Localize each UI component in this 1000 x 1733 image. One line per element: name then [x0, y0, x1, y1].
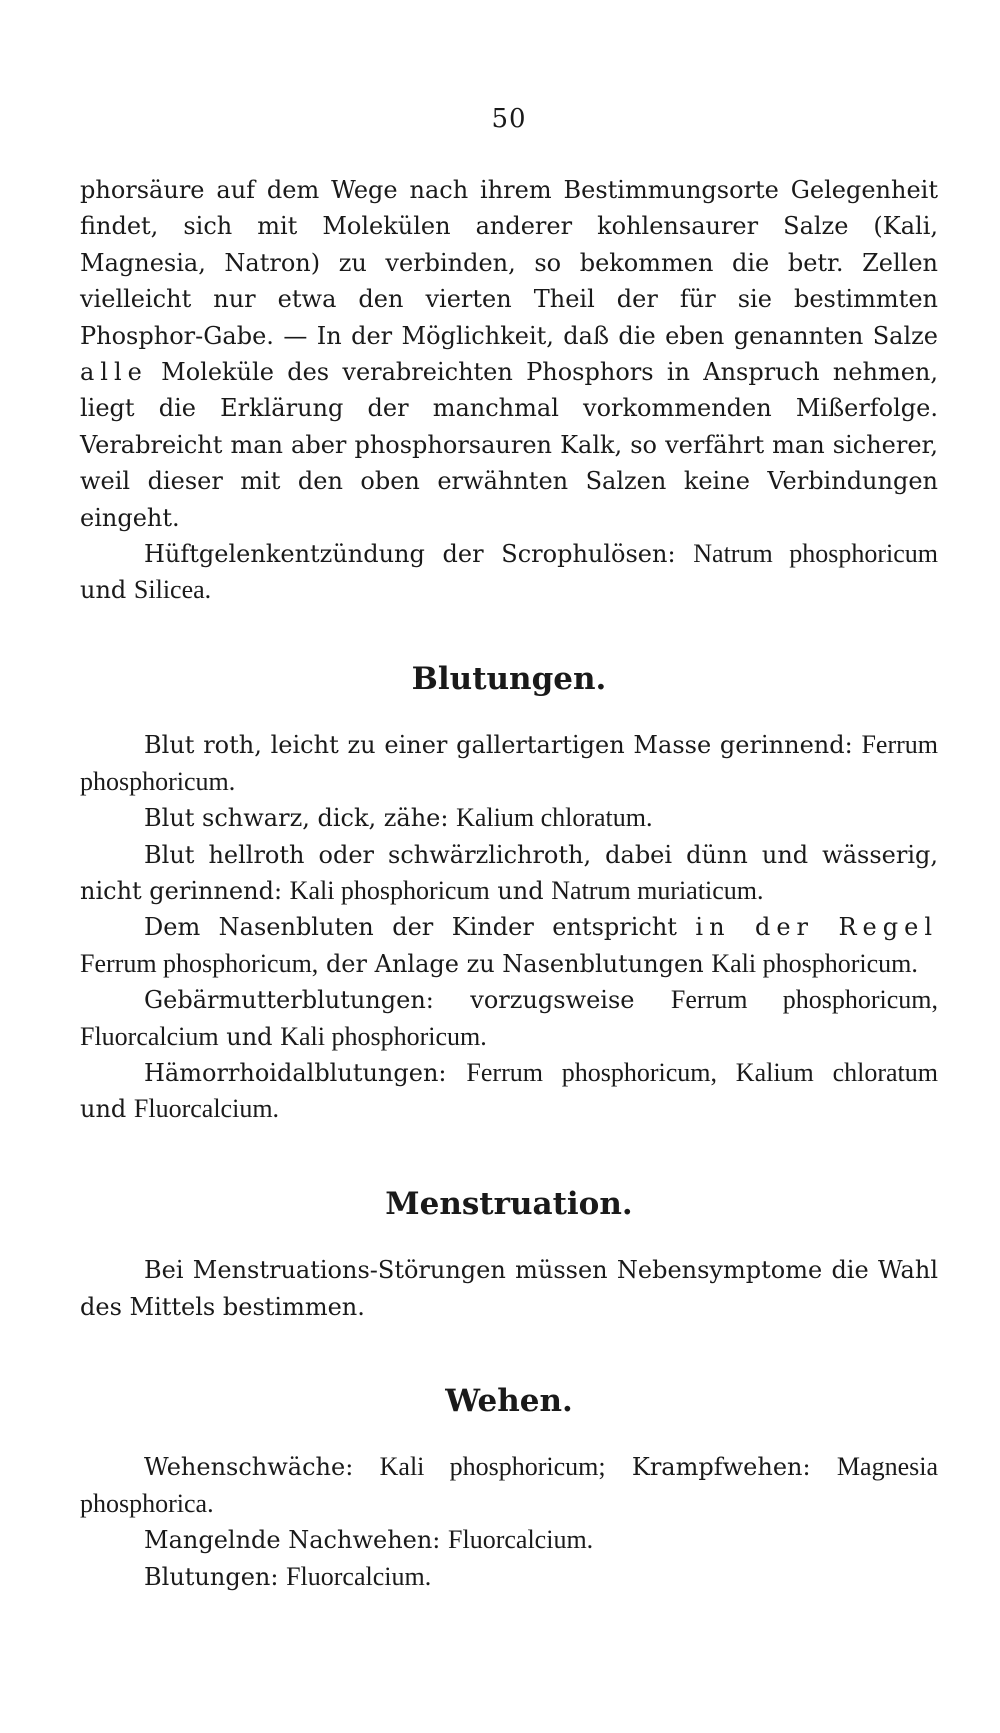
blutungen-item	[80, 909, 938, 982]
hip-joint-paragraph	[80, 536, 938, 609]
wehen-item	[80, 1449, 938, 1522]
page-number: 50	[491, 104, 527, 134]
blutungen-item	[80, 982, 938, 1055]
remedy-name: Kali phosphoricum.	[711, 948, 918, 978]
wehen-item	[80, 1559, 938, 1595]
remedy-name: Ferrum phosphoricum,	[80, 948, 319, 978]
body-text	[80, 172, 938, 1595]
symptom-text: Krampfwehen:	[605, 1453, 837, 1482]
remedy-name: Silicea.	[133, 575, 212, 605]
blutungen-item	[80, 800, 938, 836]
wehen-item	[80, 1522, 938, 1558]
section-heading-blutungen: Blutungen.	[411, 660, 607, 697]
symptom-text: Wehenschwäche:	[144, 1453, 380, 1482]
symptom-text: Gebärmutterblutungen: vorzugsweise	[144, 986, 671, 1015]
symptom-text: Dem Nasenbluten der Kinder entspricht	[144, 913, 696, 942]
section-heading-menstruation: Menstruation.	[385, 1185, 633, 1222]
symptom-text: Blut hellroth oder schwärzlichroth, dabei dünn und wässerig, nicht gerinnend:	[80, 840, 938, 905]
blutungen-item	[80, 727, 938, 800]
emphasis-text: in der Regel	[695, 913, 938, 942]
symptom-text: Mangelnde Nachwehen:	[144, 1526, 449, 1555]
intro-text: phorsäure auf dem Wege nach ihrem Bestimmungsorte Gelegenheit findet, sich mit Molekülen anderer kohlensaurer Salze (Kali, Magnesia, Natron) zu verbinden, so bekommen die betr. Zellen vielleicht nur etwa den vierten Theil der für sie bestimmten Phosphor-Gabe. — In der Möglichkeit, daß die eben genannten Salze	[80, 176, 938, 350]
remedy-name: Fluorcalcium.	[133, 1094, 280, 1124]
remedy-name: Ferrum phosphoricum.	[80, 730, 938, 796]
remedy-name: Magnesia phosphorica.	[80, 1452, 938, 1518]
intro-text-rest: Moleküle des verabreichten Phosphors in Anspruch nehmen, liegt die Erklärung der manchmal vorkommenden Mißerfolge. Verabreicht man aber phosphorsauren Kalk, so verfährt man sicherer, weil dieser mit den oben erwähnten Salzen keine Verbindungen eingeht.	[80, 358, 938, 532]
section-heading-wehen: Wehen.	[445, 1382, 573, 1419]
hip-joint-label: Hüftgelenkentzündung der Scrophulösen:	[144, 540, 694, 569]
blutungen-item	[80, 837, 938, 910]
intro-paragraph	[80, 172, 938, 536]
remedy-name: Kalium chloratum.	[456, 803, 653, 833]
remedy-name: Ferrum phosphoricum, Fluorcalcium	[80, 985, 938, 1051]
remedy-name: Kali phosphoricum;	[379, 1452, 606, 1482]
remedy-name: Natrum phosphoricum	[693, 539, 938, 569]
blutungen-item	[80, 1055, 938, 1128]
conjunction: und	[489, 876, 552, 905]
remedy-name: Kali phosphoricum	[289, 875, 490, 905]
conjunction: und	[218, 1022, 281, 1051]
symptom-text: Blut roth, leicht zu einer gallertartigen Masse gerinnend:	[144, 731, 862, 760]
remedy-name: Natrum muriaticum.	[551, 875, 764, 905]
conjunction: und	[80, 576, 134, 605]
symptom-text: Hämorrhoidalblutungen:	[144, 1058, 467, 1087]
remedy-name: Fluorcalcium.	[448, 1525, 594, 1555]
remedy-name: Kali phosphoricum.	[280, 1021, 487, 1051]
remedy-name: Ferrum phosphoricum, Kalium chloratum	[466, 1057, 938, 1087]
menstruation-paragraph: Bei Menstruations-Störungen müssen Nebensymptome die Wahl des Mittels bestimmen.	[80, 1256, 938, 1321]
remedy-name: Fluorcalcium.	[286, 1561, 432, 1591]
symptom-text: der Anlage zu Nasenblutungen	[318, 949, 712, 978]
symptom-text: Blutungen:	[144, 1562, 287, 1591]
conjunction: und	[80, 1095, 134, 1124]
symptom-text: Blut schwarz, dick, zähe:	[144, 804, 457, 833]
intro-emphasis: alle	[80, 358, 148, 387]
